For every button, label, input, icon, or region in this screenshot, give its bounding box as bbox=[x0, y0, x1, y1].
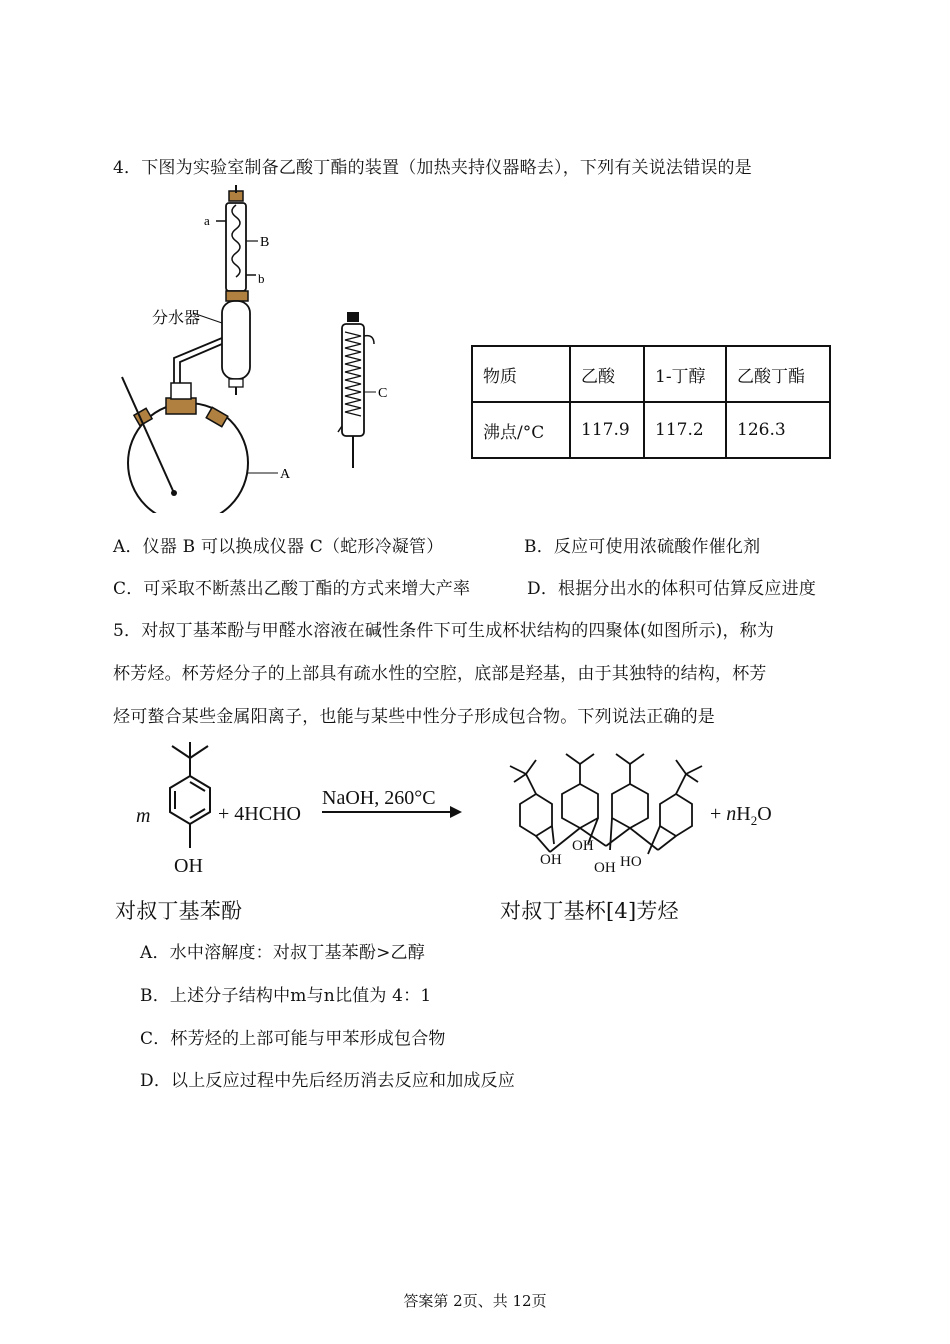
label-C: C bbox=[378, 386, 388, 401]
table-cell: 乙酸丁酯 bbox=[726, 346, 830, 402]
reactant-oh: OH bbox=[174, 855, 203, 877]
table-cell: 沸点/°C bbox=[472, 402, 570, 458]
boiling-point-table bbox=[471, 345, 831, 459]
table-cell: 乙酸 bbox=[570, 346, 644, 402]
q4-option-a: A．仪器 B 可以换成仪器 C（蛇形冷凝管） bbox=[113, 537, 444, 557]
label-B: B bbox=[260, 235, 270, 250]
q5-option-b: B．上述分子结构中m与n比值为 4：1 bbox=[140, 986, 432, 1006]
product-ho: HO bbox=[620, 854, 642, 870]
q4-stem: 4．下图为实验室制备乙酸丁酯的装置（加热夹持仪器略去），下列有关说法错误的是 bbox=[113, 158, 752, 178]
q5-stem-line: 5．对叔丁基苯酚与甲醛水溶液在碱性条件下可生成杯状结构的四聚体(如图所示)，称为 bbox=[113, 621, 775, 641]
table-row bbox=[472, 346, 830, 402]
q5-stem-line: 烃可螯合某些金属阳离子，也能与某些中性分子形成包合物。下列说法正确的是 bbox=[113, 707, 715, 727]
label-A: A bbox=[280, 467, 291, 482]
product-oh: OH bbox=[540, 852, 562, 868]
plus-reagent: + 4HCHO bbox=[218, 803, 301, 825]
q4-option-d: D．根据分出水的体积可估算反应进度 bbox=[527, 579, 817, 599]
reaction-conditions: NaOH, 260°C bbox=[322, 787, 436, 809]
product-tail: + $nH_2O$ bbox=[710, 803, 772, 828]
table-cell: 117.9 bbox=[570, 402, 644, 458]
m-label: m bbox=[136, 805, 151, 827]
label-a: a bbox=[204, 213, 210, 228]
q5-stem-line: 杯芳烃。杯芳烃分子的上部具有疏水性的空腔，底部是羟基，由于其独特的结构，杯芳 bbox=[113, 664, 767, 684]
page-footer: 答案第 2页、共 12页 bbox=[403, 1292, 547, 1310]
q5-option-c: C．杯芳烃的上部可能与甲苯形成包合物 bbox=[140, 1029, 446, 1049]
table-cell: 1-丁醇 bbox=[644, 346, 726, 402]
q4-option-c: C．可采取不断蒸出乙酸丁酯的方式来增大产率 bbox=[113, 579, 471, 599]
product-name: 对叔丁基杯[4]芳烃 bbox=[500, 899, 679, 923]
label-separator: 分水器 bbox=[152, 308, 201, 327]
product-oh: OH bbox=[594, 860, 616, 876]
q5-option-d: D．以上反应过程中先后经历消去反应和加成反应 bbox=[140, 1071, 516, 1091]
q5-option-a: A．水中溶解度：对叔丁基苯酚>乙醇 bbox=[140, 943, 425, 963]
table-row bbox=[472, 402, 830, 458]
label-b: b bbox=[258, 271, 265, 286]
table-cell: 物质 bbox=[472, 346, 570, 402]
table-cell: 126.3 bbox=[726, 402, 830, 458]
q4-option-b: B．反应可使用浓硫酸作催化剂 bbox=[524, 537, 761, 557]
product-oh: OH bbox=[572, 838, 594, 854]
table-cell: 117.2 bbox=[644, 402, 726, 458]
coil-condenser-diagram bbox=[330, 308, 410, 478]
reactant-name: 对叔丁基苯酚 bbox=[115, 899, 243, 923]
